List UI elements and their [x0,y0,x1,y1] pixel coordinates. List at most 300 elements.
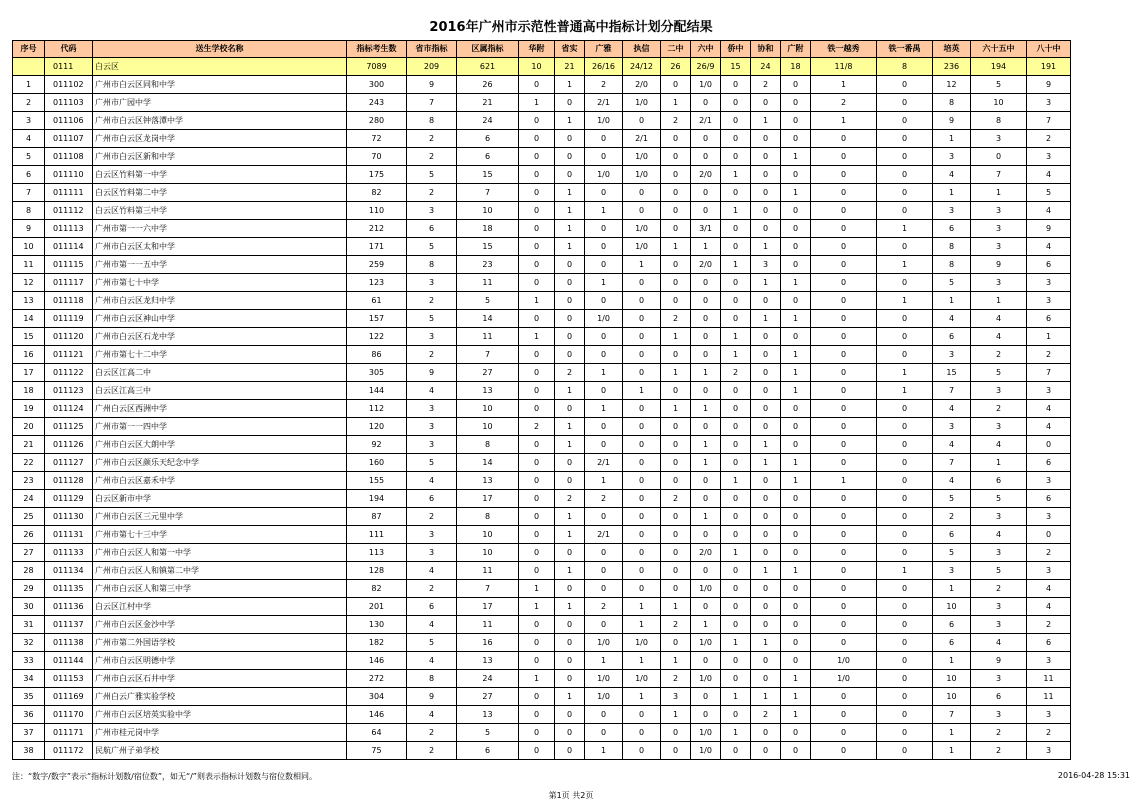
quota-cell: 5 [407,238,457,256]
quota-cell: 5 [457,724,519,742]
quota-cell: 3 [751,256,781,274]
quota-cell: 1 [751,436,781,454]
school-code-cell: 011144 [45,652,93,670]
row-index-cell: 24 [13,490,45,508]
quota-cell: 0 [585,616,623,634]
quota-cell: 0 [781,580,811,598]
quota-cell: 0 [811,418,877,436]
quota-cell: 0 [877,616,933,634]
school-name-cell: 广州市白云区新和中学 [93,148,347,166]
quota-cell: 0 [781,166,811,184]
quota-cell: 0 [781,544,811,562]
school-code-cell: 011123 [45,382,93,400]
quota-cell: 0 [623,742,661,760]
quota-cell: 0 [519,688,555,706]
quota-cell: 7 [933,382,971,400]
table-row [13,598,1071,616]
quota-cell: 3 [661,688,691,706]
quota-cell: 1 [877,220,933,238]
quota-cell: 0 [751,130,781,148]
quota-cell: 0 [519,526,555,544]
quota-cell: 0 [661,724,691,742]
quota-cell: 0 [623,490,661,508]
quota-cell: 1 [585,472,623,490]
quota-cell: 0 [519,544,555,562]
row-index-cell: 34 [13,670,45,688]
quota-cell: 1 [519,328,555,346]
quota-cell: 0 [661,508,691,526]
quota-cell: 300 [347,76,407,94]
quota-cell: 0 [519,220,555,238]
quota-cell: 10 [457,526,519,544]
quota-cell: 1 [555,238,585,256]
quota-cell: 0 [585,328,623,346]
quota-cell: 236 [933,58,971,76]
quota-cell: 4 [1027,400,1071,418]
quota-cell: 0 [877,706,933,724]
quota-cell: 0 [661,346,691,364]
quota-cell: 11 [457,328,519,346]
quota-cell: 4 [971,328,1027,346]
quota-cell: 0 [811,454,877,472]
quota-cell: 1 [721,634,751,652]
quota-cell: 2 [1027,130,1071,148]
quota-cell: 7 [407,94,457,112]
table-row [13,652,1071,670]
quota-cell: 0 [585,544,623,562]
quota-cell: 3 [971,706,1027,724]
quota-cell: 0 [781,220,811,238]
quota-cell: 14 [457,310,519,328]
quota-cell: 1 [623,382,661,400]
quota-cell: 0 [811,724,877,742]
quota-cell: 0 [721,526,751,544]
quota-cell: 11 [457,616,519,634]
quota-cell: 0 [519,202,555,220]
quota-cell: 0 [519,112,555,130]
quota-cell: 0 [721,652,751,670]
quota-cell: 4 [1027,202,1071,220]
school-code-cell: 011106 [45,112,93,130]
quota-cell: 146 [347,706,407,724]
quota-cell: 0 [519,436,555,454]
quota-cell: 0 [519,130,555,148]
quota-cell: 0 [519,382,555,400]
quota-cell: 0 [877,598,933,616]
quota-cell: 0 [811,544,877,562]
quota-cell: 3 [1027,292,1071,310]
quota-cell: 212 [347,220,407,238]
quota-cell: 3 [971,238,1027,256]
quota-cell: 1 [555,184,585,202]
quota-cell: 272 [347,670,407,688]
table-row [13,616,1071,634]
quota-cell: 0 [691,526,721,544]
quota-cell: 8 [407,256,457,274]
table-row [13,418,1071,436]
quota-cell: 1 [811,76,877,94]
column-header: 广雅 [585,41,623,58]
quota-cell: 0 [585,256,623,274]
quota-cell: 0 [555,652,585,670]
quota-cell: 0 [519,652,555,670]
quota-cell: 0 [781,526,811,544]
quota-cell: 3 [971,544,1027,562]
quota-cell: 6 [933,616,971,634]
quota-cell: 2 [933,508,971,526]
quota-cell: 0 [691,490,721,508]
quota-cell: 0 [623,526,661,544]
quota-cell: 0 [877,724,933,742]
quota-cell: 2 [407,724,457,742]
school-code-cell: 011113 [45,220,93,238]
quota-cell: 1 [661,94,691,112]
quota-cell: 0 [877,184,933,202]
quota-cell: 0 [661,382,691,400]
quota-cell: 0 [661,274,691,292]
quota-cell: 1 [721,688,751,706]
quota-cell: 7 [457,580,519,598]
quota-cell: 2 [407,508,457,526]
school-code-cell: 011137 [45,616,93,634]
quota-cell: 2 [811,94,877,112]
quota-cell: 0 [1027,436,1071,454]
school-code-cell: 011119 [45,310,93,328]
school-code-cell: 011102 [45,76,93,94]
quota-cell: 11 [457,562,519,580]
quota-cell: 1 [585,202,623,220]
quota-cell: 14 [457,454,519,472]
quota-cell: 5 [971,364,1027,382]
quota-cell: 2 [407,130,457,148]
quota-cell: 0 [555,544,585,562]
quota-cell: 2 [971,400,1027,418]
quota-cell: 8 [877,58,933,76]
quota-cell: 0 [811,346,877,364]
quota-cell: 1 [781,310,811,328]
quota-cell: 1 [691,364,721,382]
quota-cell: 61 [347,292,407,310]
quota-cell: 0 [691,148,721,166]
quota-cell: 0 [811,202,877,220]
quota-cell: 2 [407,184,457,202]
quota-cell: 120 [347,418,407,436]
quota-cell: 23 [457,256,519,274]
quota-cell: 1 [751,274,781,292]
quota-cell: 0 [555,454,585,472]
quota-cell: 1 [519,598,555,616]
quota-cell: 0 [585,706,623,724]
quota-cell: 1 [623,256,661,274]
quota-cell: 1 [781,688,811,706]
school-code-cell: 011136 [45,598,93,616]
quota-cell: 0 [811,220,877,238]
quota-cell: 1 [519,580,555,598]
quota-cell: 0 [661,76,691,94]
quota-cell: 1 [721,544,751,562]
quota-cell: 4 [971,526,1027,544]
school-code-cell: 011118 [45,292,93,310]
row-index-cell: 31 [13,616,45,634]
quota-cell: 1 [623,652,661,670]
quota-cell: 2/1 [691,112,721,130]
quota-cell: 0 [781,256,811,274]
column-header: 指标考生数 [347,41,407,58]
quota-cell: 0 [623,472,661,490]
quota-cell: 0 [721,130,751,148]
quota-cell: 0 [661,436,691,454]
quota-cell: 0 [751,616,781,634]
quota-cell: 0 [877,94,933,112]
row-index-cell: 2 [13,94,45,112]
school-name-cell: 广州市白云区龙岗中学 [93,130,347,148]
quota-cell: 4 [1027,418,1071,436]
quota-cell: 8 [457,508,519,526]
quota-cell: 0 [811,508,877,526]
column-header: 区属指标 [457,41,519,58]
quota-cell: 10 [457,202,519,220]
quota-cell: 2 [971,724,1027,742]
quota-cell: 0 [811,616,877,634]
quota-cell: 1/0 [691,634,721,652]
row-index-cell: 32 [13,634,45,652]
school-code-cell: 011103 [45,94,93,112]
table-row [13,202,1071,220]
quota-cell: 4 [933,472,971,490]
quota-cell: 157 [347,310,407,328]
quota-cell: 3 [1027,148,1071,166]
quota-cell: 1 [751,562,781,580]
school-code-cell: 011131 [45,526,93,544]
quota-cell: 13 [457,706,519,724]
quota-cell: 0 [721,580,751,598]
quota-cell: 0 [811,436,877,454]
quota-cell: 0 [691,202,721,220]
quota-cell: 0 [585,580,623,598]
quota-cell: 3 [971,508,1027,526]
quota-cell: 1/0 [623,166,661,184]
quota-cell: 1 [555,688,585,706]
quota-cell: 0 [661,454,691,472]
quota-cell: 3 [933,346,971,364]
quota-cell: 304 [347,688,407,706]
quota-cell: 6 [1027,490,1071,508]
quota-cell: 1 [555,418,585,436]
quota-cell: 0 [623,202,661,220]
quota-cell: 2 [585,598,623,616]
school-code-cell: 011153 [45,670,93,688]
row-index-cell: 1 [13,76,45,94]
school-code-cell: 011172 [45,742,93,760]
quota-cell: 0 [877,328,933,346]
quota-cell: 305 [347,364,407,382]
quota-cell: 1 [661,652,691,670]
quota-cell: 1/0 [585,166,623,184]
table-row [13,382,1071,400]
quota-cell: 3 [1027,706,1071,724]
quota-cell: 24 [751,58,781,76]
quota-cell: 4 [1027,580,1071,598]
school-code-cell: 011112 [45,202,93,220]
quota-cell: 0 [781,292,811,310]
column-header: 六十五中 [971,41,1027,58]
quota-cell: 0 [661,472,691,490]
quota-cell: 1 [721,328,751,346]
quota-cell: 6 [457,742,519,760]
row-index-cell [13,58,45,76]
school-code-cell: 011111 [45,184,93,202]
quota-cell: 3 [1027,382,1071,400]
column-header: 广附 [781,41,811,58]
quota-cell: 2 [751,706,781,724]
quota-cell: 1 [555,508,585,526]
quota-cell: 10 [457,418,519,436]
quota-cell: 1 [555,382,585,400]
quota-cell: 0 [811,490,877,508]
quota-cell: 1 [751,310,781,328]
school-code-cell: 011126 [45,436,93,454]
quota-cell: 3 [971,130,1027,148]
quota-cell: 4 [971,310,1027,328]
quota-cell: 0 [691,382,721,400]
quota-cell: 0 [721,670,751,688]
row-index-cell: 13 [13,292,45,310]
quota-cell: 0 [877,76,933,94]
quota-cell: 4 [971,436,1027,454]
quota-cell: 0 [585,724,623,742]
quota-cell: 2 [407,292,457,310]
quota-cell: 0 [661,634,691,652]
page-title: 2016年广州市示范性普通高中指标计划分配结果 [429,20,713,35]
quota-cell: 1/0 [811,670,877,688]
quota-cell: 0 [877,670,933,688]
quota-cell: 0 [555,706,585,724]
row-index-cell: 12 [13,274,45,292]
quota-cell: 4 [933,310,971,328]
quota-cell: 1 [585,364,623,382]
school-name-cell: 广州市第七十二中学 [93,346,347,364]
quota-cell: 24 [457,670,519,688]
quota-cell: 64 [347,724,407,742]
quota-cell: 1 [933,724,971,742]
quota-cell: 0 [721,706,751,724]
quota-cell: 0 [877,472,933,490]
quota-cell: 1 [877,382,933,400]
row-index-cell: 10 [13,238,45,256]
quota-cell: 1 [555,220,585,238]
quota-cell: 3 [971,616,1027,634]
quota-cell: 1/0 [623,238,661,256]
quota-cell: 5 [971,562,1027,580]
quota-cell: 13 [457,472,519,490]
quota-cell: 194 [347,490,407,508]
quota-cell: 5 [933,274,971,292]
quota-cell: 0 [811,706,877,724]
quota-cell: 0 [751,292,781,310]
quota-cell: 0 [877,346,933,364]
quota-cell: 5 [933,544,971,562]
quota-cell: 1/0 [691,742,721,760]
quota-cell: 0 [811,310,877,328]
quota-cell: 26/16 [585,58,623,76]
quota-cell: 160 [347,454,407,472]
quota-cell: 1 [877,292,933,310]
quota-cell: 0 [519,454,555,472]
quota-cell: 2 [585,76,623,94]
quota-cell: 1/0 [585,112,623,130]
school-name-cell: 广州市第一一四中学 [93,418,347,436]
quota-cell: 0 [519,166,555,184]
quota-cell: 9 [407,76,457,94]
school-code-cell: 011124 [45,400,93,418]
quota-cell: 2 [407,580,457,598]
quota-cell: 0 [781,418,811,436]
school-name-cell: 广州市白云区三元里中学 [93,508,347,526]
school-code-cell: 011130 [45,508,93,526]
quota-cell: 6 [971,472,1027,490]
quota-cell: 0 [721,238,751,256]
quota-cell: 0 [751,472,781,490]
school-name-cell: 白云区竹料第一中学 [93,166,347,184]
quota-cell: 0 [751,328,781,346]
quota-cell: 0 [691,418,721,436]
quota-cell: 3 [407,274,457,292]
column-header: 培英 [933,41,971,58]
school-name-cell: 广州市白云区金沙中学 [93,616,347,634]
quota-cell: 7 [457,184,519,202]
quota-cell: 27 [457,364,519,382]
quota-cell: 0 [721,508,751,526]
quota-cell: 1 [555,526,585,544]
quota-cell: 0 [781,94,811,112]
quota-cell: 1 [721,256,751,274]
quota-cell: 1 [781,454,811,472]
quota-cell: 0 [721,382,751,400]
row-index-cell: 9 [13,220,45,238]
quota-cell: 0 [623,364,661,382]
quota-cell: 1/0 [585,310,623,328]
quota-cell: 1 [691,400,721,418]
quota-cell: 0 [721,292,751,310]
quota-cell: 3 [971,202,1027,220]
quota-cell: 87 [347,508,407,526]
school-name-cell: 广州市白云区培英实验中学 [93,706,347,724]
quota-cell: 0 [585,238,623,256]
quota-cell: 0 [691,562,721,580]
quota-cell: 1/0 [623,634,661,652]
quota-cell: 1 [585,400,623,418]
school-name-cell: 广州市白云区钟落潭中学 [93,112,347,130]
quota-cell: 0 [877,418,933,436]
quota-cell: 9 [1027,220,1071,238]
table-row [13,310,1071,328]
quota-cell: 0 [661,166,691,184]
quota-cell: 8 [933,256,971,274]
quota-cell: 4 [407,382,457,400]
quota-cell: 1 [781,670,811,688]
column-header: 铁一越秀 [811,41,877,58]
quota-cell: 201 [347,598,407,616]
quota-cell: 0 [691,184,721,202]
allocation-table [12,40,1071,760]
table-row [13,472,1071,490]
quota-cell: 0 [519,634,555,652]
table-row [13,742,1071,760]
quota-cell: 0 [811,526,877,544]
quota-cell: 0 [519,346,555,364]
quota-cell: 3 [407,202,457,220]
school-code-cell: 011127 [45,454,93,472]
